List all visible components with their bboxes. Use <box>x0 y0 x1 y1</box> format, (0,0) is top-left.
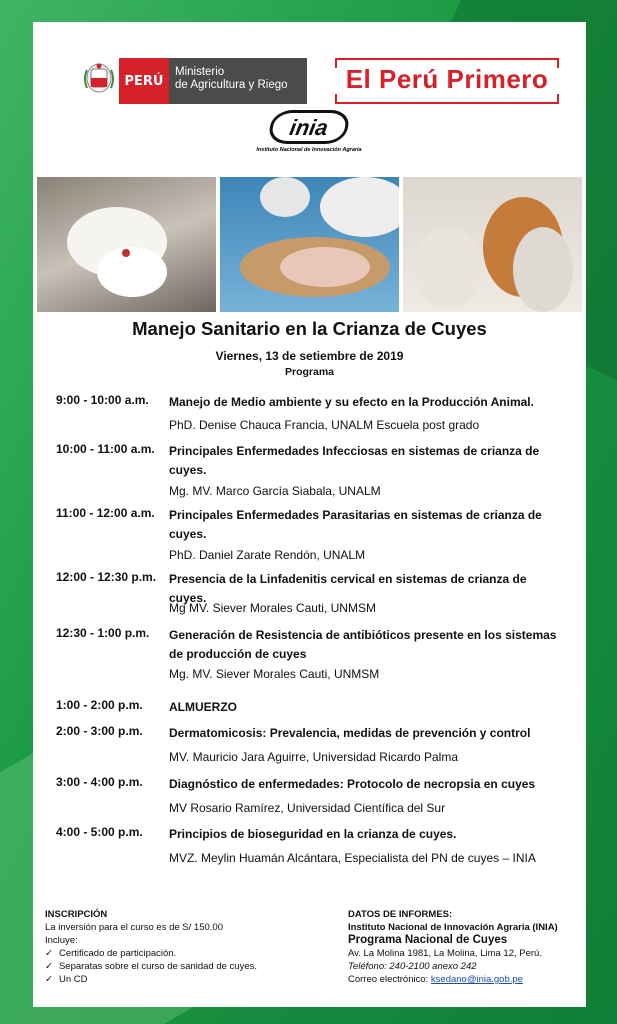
list-item: ✓ Separatas sobre el curso de sanidad de cuyes. <box>45 960 345 973</box>
inia-logo <box>249 108 369 168</box>
session-topic: Principales Enfermedades Infecciosas en sistemas de crianza de cuyes. <box>169 444 540 477</box>
session-time: 9:00 - 10:00 a.m. <box>56 393 149 407</box>
program-label: Programa <box>284 366 335 378</box>
inscription-heading: INSCRIPCIÓN <box>45 909 108 920</box>
session-speaker: Mg MV. Siever Morales Cauti, UNMSM <box>169 601 376 615</box>
session-speaker: PhD. Denise Chauca Francia, UNALM Escuela post grado <box>169 418 480 432</box>
info-email-line <box>348 973 583 986</box>
ministry-line-2: de Agricultura y Riego <box>175 79 288 91</box>
session-time: 12:00 - 12:30 p.m. <box>56 570 157 584</box>
session-topic: Generación de Resistencia de antibióticos presente en los sistemas de producción de cuyes <box>169 628 557 661</box>
ministry-line-1: Ministerio <box>175 66 225 78</box>
inia-wordmark: inia <box>267 110 351 144</box>
inscription-cost: La inversión para el curso es de S/ 150.00 <box>45 922 223 933</box>
info-block <box>348 908 583 986</box>
session-topic: ALMUERZO <box>169 700 237 714</box>
inia-full-name: Instituto Nacional de Innovación Agraria <box>256 147 362 153</box>
session-time: 3:00 - 4:00 p.m. <box>56 775 143 789</box>
peru-label: PERÚ <box>119 58 169 104</box>
slogan-text: El Perú Primero <box>345 64 549 94</box>
coat-of-arms-icon <box>81 60 117 96</box>
event-date: Viernes, 13 de setiembre de 2019 <box>215 349 404 363</box>
session-speaker: MV Rosario Ramírez, Universidad Científica del Sur <box>169 801 446 815</box>
inscription-items <box>45 947 345 986</box>
session-speaker: Mg. MV. Marco García Siabala, UNALM <box>169 484 381 498</box>
slogan-logo <box>335 58 559 104</box>
session-time: 4:00 - 5:00 p.m. <box>56 825 143 839</box>
session-speaker: MV. Mauricio Jara Aguirre, Universidad Ricardo Palma <box>169 750 459 764</box>
injection-photo <box>403 177 582 312</box>
session-time: 12:30 - 1:00 p.m. <box>56 626 150 640</box>
ministry-logo <box>119 58 307 104</box>
session-topic: Dermatomicosis: Prevalencia, medidas de prevención y control <box>169 726 531 740</box>
session-time: 11:00 - 12:00 a.m. <box>56 506 155 520</box>
ministry-name <box>169 58 307 104</box>
session-topic: Diagnóstico de enfermedades: Protocolo de necropsia en cuyes <box>169 777 536 791</box>
info-email-label: Correo electrónico: <box>348 974 429 985</box>
session-speaker: PhD. Daniel Zarate Rendón, UNALM <box>169 548 366 562</box>
list-item: ✓ Certificado de participación. <box>45 947 345 960</box>
event-title: Manejo Sanitario en la Crianza de Cuyes <box>132 318 487 339</box>
slogan-frame-bottom <box>335 94 559 104</box>
photo-strip <box>33 177 586 312</box>
info-program: Programa Nacional de Cuyes <box>348 934 508 946</box>
session-topic: Principales Enfermedades Parasitarias en sistemas de crianza de cuyes. <box>169 508 542 541</box>
flyer-card <box>33 22 586 1007</box>
session-topic: Presencia de la Linfadenitis cervical en sistemas de crianza de cuyes. <box>169 572 527 605</box>
session-time: 2:00 - 3:00 p.m. <box>56 724 143 738</box>
session-topic: Manejo de Medio ambiente y su efecto en la Producción Animal. <box>169 395 534 409</box>
necropsy-photo <box>220 177 399 312</box>
info-heading: DATOS DE INFORMES: <box>348 909 453 920</box>
list-item: ✓ Un CD <box>45 973 345 986</box>
session-time: 10:00 - 11:00 a.m. <box>56 442 155 456</box>
info-address: Av. La Molina 1981, La Molina, Lima 12, Perú. <box>348 948 542 959</box>
session-time: 1:00 - 2:00 p.m. <box>56 698 143 712</box>
inscription-includes: Incluye: <box>45 935 78 946</box>
session-topic: Principios de bioseguridad en la crianza de cuyes. <box>169 827 457 841</box>
inscription-block <box>45 908 345 986</box>
session-speaker: MVZ. Meylin Huamán Alcántara, Especialista del PN de cuyes – INIA <box>169 851 536 865</box>
info-institute: Instituto Nacional de Innovación Agraria (INIA) <box>348 922 558 933</box>
guinea-pigs-photo <box>37 177 216 312</box>
session-speaker: Mg. MV. Siever Morales Cauti, UNMSM <box>169 667 380 681</box>
info-phone: Teléfono: 240-2100 anexo 242 <box>348 961 477 972</box>
email-link[interactable]: ksedano@inia.gob.pe <box>430 974 523 985</box>
